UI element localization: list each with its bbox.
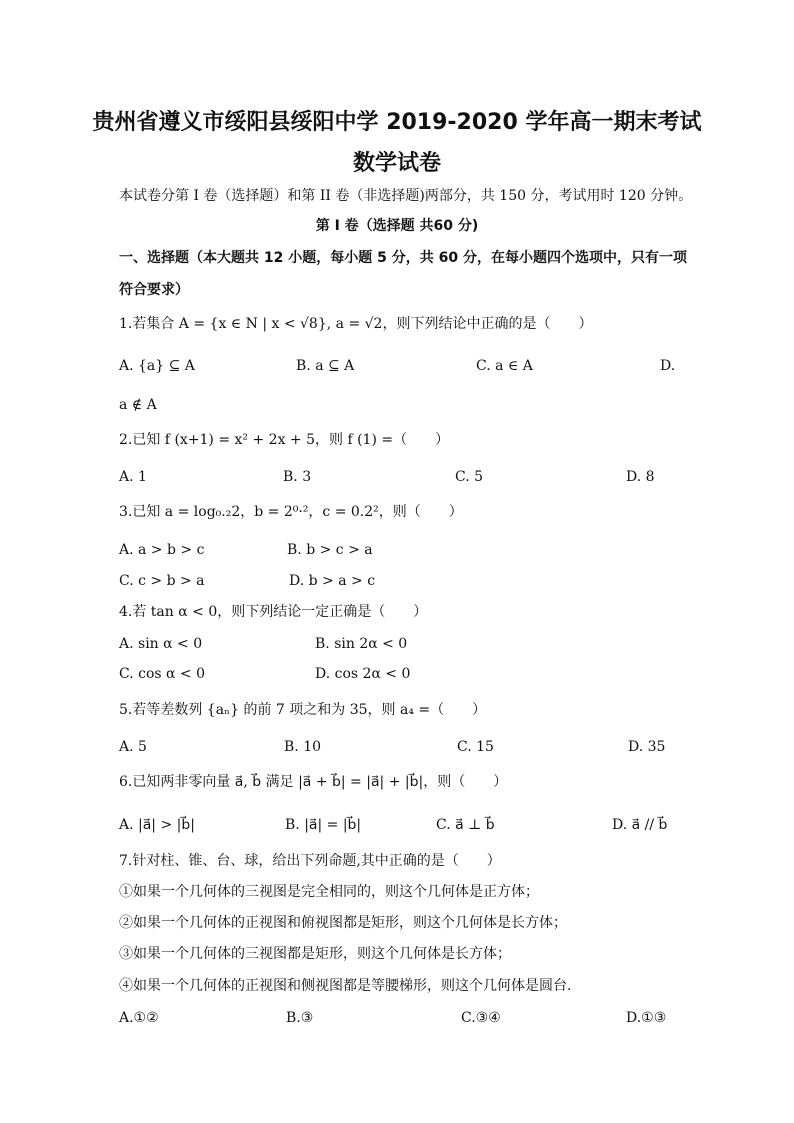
q3-option-a: A. a > b > c (119, 542, 205, 558)
question-7-stem: 7.针对柱、锥、台、球，给出下列命题,其中正确的是（ ） (119, 853, 501, 869)
q7-statement-1: ①如果一个几何体的三视图是完全相同的，则这个几何体是正方体； (119, 884, 539, 900)
q1-option-d-text: a ∉ A (119, 397, 157, 413)
q7-option-b: B.③ (286, 1010, 314, 1026)
q5-option-c: C. 15 (457, 739, 494, 755)
section1-instructions-line2: 符合要求） (119, 282, 189, 298)
q2-option-d: D. 8 (626, 469, 655, 485)
q5-option-a: A. 5 (119, 739, 147, 755)
section1-instructions-line1: 一、选择题（本大题共 12 小题，每小题 5 分，共 60 分，在每小题四个选项中，只有一项 (119, 250, 687, 266)
question-5-stem: 5.若等差数列 {aₙ} 的前 7 项之和为 35，则 a₄ =（ ） (119, 702, 487, 718)
q5-option-b: B. 10 (284, 739, 322, 755)
q3-option-c: C. c > b > a (119, 573, 205, 589)
question-4-stem: 4.若 tan α < 0，则下列结论一定正确是（ ） (119, 604, 428, 620)
q4-option-b: B. sin 2α < 0 (315, 636, 408, 652)
exam-intro: 本试卷分第 I 卷（选择题）和第 II 卷（非选择题)两部分，共 150 分，考试用时 120 分钟。 (119, 188, 693, 204)
q6-option-d: D. a⃗ // b⃗ (612, 817, 668, 833)
q2-option-b: B. 3 (283, 469, 312, 485)
question-3-stem: 3.已知 a = log₀.₂2，b = 2⁰·²，c = 0.2²，则（ ） (119, 504, 463, 520)
part1-header: 第 I 卷（选择题 共60 分) (315, 218, 479, 234)
q3-option-b: B. b > c > a (287, 542, 373, 558)
q4-option-a: A. sin α < 0 (119, 636, 203, 652)
q1-option-b: B. a ⊆ A (296, 358, 355, 374)
q1-option-c: C. a ∈ A (476, 358, 533, 374)
q7-option-a: A.①② (119, 1010, 159, 1026)
q2-option-a: A. 1 (119, 469, 147, 485)
q7-statement-3: ③如果一个几何体的三视图都是矩形，则这个几何体是长方体； (119, 946, 511, 962)
q1-option-a: A. {a} ⊆ A (119, 358, 195, 374)
exam-title: 贵州省遵义市绥阳县绥阳中学 2019-2020 学年高一期末考试 (92, 110, 702, 135)
q7-option-c: C.③④ (461, 1010, 501, 1026)
q5-option-d: D. 35 (628, 739, 666, 755)
question-1-stem: 1.若集合 A = {x ∈ N | x < √8}, a = √2，则下列结论中正确的是（ ） (119, 316, 593, 332)
q6-option-c: C. a⃗ ⊥ b⃗ (436, 817, 495, 833)
q7-statement-2: ②如果一个几何体的正视图和俯视图都是矩形，则这个几何体是长方体； (119, 915, 567, 931)
exam-subtitle: 数学试卷 (352, 151, 441, 176)
q6-option-a: A. |a⃗| > |b⃗| (119, 817, 195, 833)
question-2-stem: 2.已知 f (x+1) = x² + 2x + 5，则 f (1) =（ ） (119, 432, 450, 448)
question-6-stem: 6.已知两非零向量 a⃗, b⃗ 满足 |a⃗ + b⃗| = |a⃗| + |b⃗|，则（ ） (119, 774, 508, 790)
q3-option-d: D. b > a > c (289, 573, 376, 589)
q6-option-b: B. |a⃗| = |b⃗| (285, 817, 362, 833)
q2-option-c: C. 5 (455, 469, 484, 485)
q7-statement-4: ④如果一个几何体的正视图和侧视图都是等腰梯形，则这个几何体是圆台. (119, 978, 572, 994)
q7-option-d: D.①③ (626, 1010, 667, 1026)
q4-option-d: D. cos 2α < 0 (315, 666, 411, 682)
q4-option-c: C. cos α < 0 (119, 666, 206, 682)
q1-option-d-label: D. (660, 358, 676, 374)
